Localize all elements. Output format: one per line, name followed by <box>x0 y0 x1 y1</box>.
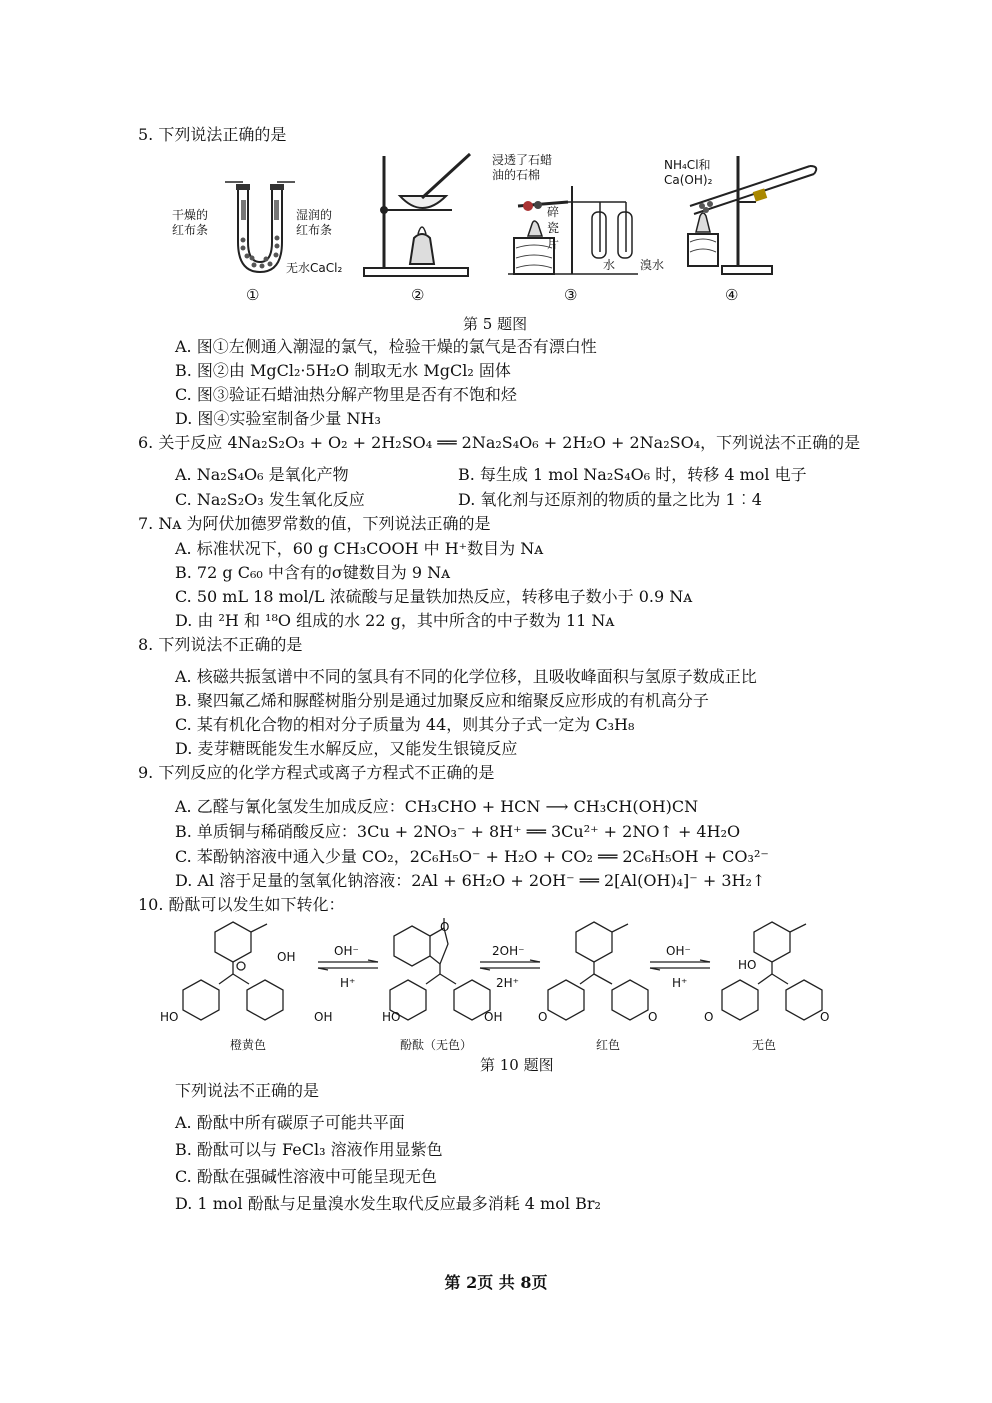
q7-option-a: A. 标准状况下，60 g CH₃COOH 中 H⁺数目为 Nᴀ <box>175 539 544 558</box>
arrow-3-bottom: H⁺ <box>672 976 688 990</box>
q7-option-c: C. 50 mL 18 mol/L 浓硫酸与足量铁加热反应，转移电子数小于 0.9 Nᴀ <box>175 587 693 606</box>
label-bromine: 溴水 <box>640 258 665 272</box>
name-colorless: 无色 <box>752 1038 777 1052</box>
q8-option-a: A. 核磁共振氢谱中不同的氢具有不同的化学位移，且吸收峰面积与氢原子数成正比 <box>175 667 757 686</box>
apparatus-evaporation <box>362 150 472 278</box>
q8-option-b: B. 聚四氟乙烯和脲醛树脂分别是通过加聚反应和缩聚反应形成的有机高分子 <box>175 691 709 710</box>
fig5-number-4: ④ <box>725 286 739 304</box>
equilibrium-arrow-3 <box>650 960 712 970</box>
q6-option-d: D. 氧化剂与还原剂的物质的量之比为 1︰4 <box>458 490 762 509</box>
arrow-3-top: OH⁻ <box>666 944 691 958</box>
structure-red <box>546 918 686 1028</box>
q9-option-d: D. Al 溶于足量的氢氧化钠溶液：2Al + 6H₂O + 2OH⁻ ══ 2[Al(OH)₄]⁻ + 3H₂↑ <box>175 871 766 890</box>
q8-stem: 8. 下列说法不正确的是 <box>138 635 303 654</box>
q6-stem: 6. 关于反应 4Na₂S₂O₃ + O₂ + 2H₂SO₄ ══ 2Na₂S₄O₆ + 2H₂O + 2Na₂SO₄，下列说法不正确的是 <box>138 433 861 452</box>
fig5-number-1: ① <box>246 286 260 304</box>
arrow-1-top: OH⁻ <box>334 944 359 958</box>
q5-option-c: C. 图③验证石蜡油热分解产物里是否有不饱和烃 <box>175 385 517 404</box>
group-o-phenoxide-3: O <box>820 1010 830 1024</box>
group-ho-1: HO <box>160 1010 179 1024</box>
q9-stem: 9. 下列反应的化学方程式或离子方程式不正确的是 <box>138 763 495 782</box>
q9-option-a: A. 乙醛与氰化氢发生加成反应：CH₃CHO + HCN ⟶ CH₃CH(OH)CN <box>175 797 699 816</box>
q7-stem: 7. Nᴀ 为阿伏加德罗常数的值，下列说法正确的是 <box>138 514 491 533</box>
q7-option-d: D. 由 ²H 和 ¹⁸O 组成的水 22 g，其中所含的中子数为 11 Nᴀ <box>175 611 615 630</box>
q5-stem: 5. 下列说法正确的是 <box>138 125 287 144</box>
label-dry-cloth <box>172 208 208 238</box>
group-ho-2: HO <box>382 1010 401 1024</box>
equilibrium-arrow-2 <box>480 960 542 970</box>
name-red: 红色 <box>596 1038 621 1052</box>
fig5-number-3: ③ <box>564 286 578 304</box>
q5-option-d: D. 图④实验室制备少量 NH₃ <box>175 409 381 428</box>
group-oh-1: OH <box>277 950 296 964</box>
q6-option-b: B. 每生成 1 mol Na₂S₄O₆ 时，转移 4 mol 电子 <box>458 465 807 484</box>
q6-option-c: C. Na₂S₂O₃ 发生氧化反应 <box>175 490 365 509</box>
equilibrium-arrow-1 <box>318 960 380 970</box>
group-ho-carbinol: HO <box>738 958 757 972</box>
q8-option-d: D. 麦芽糖既能发生水解反应，又能发生银镜反应 <box>175 739 518 758</box>
label-wet-text: 湿润的 红布条 <box>296 208 333 237</box>
label-water: 水 <box>603 258 616 272</box>
q9-option-c: C. 苯酚钠溶液中通入少量 CO₂，2C₆H₅O⁻ + H₂O + CO₂ ══ 2C₆H₅OH + CO₃²⁻ <box>175 847 769 866</box>
q10-option-c: C. 酚酞在强碱性溶液中可能呈现无色 <box>175 1167 437 1186</box>
label-porcelain <box>547 204 559 252</box>
page-footer: 第 2页 共 8页 <box>444 1273 548 1292</box>
arrow-1-bottom: H⁺ <box>340 976 356 990</box>
name-orange: 橙黄色 <box>230 1038 267 1052</box>
q9-option-b: B. 单质铜与稀硝酸反应：3Cu + 2NO₃⁻ + 8H⁺ ══ 3Cu²⁺ + 2NO↑ + 4H₂O <box>175 822 741 841</box>
label-paraffin-text: 浸透了石蜡 油的石棉 <box>492 153 553 182</box>
name-phenolphthalein: 酚酞（无色） <box>400 1038 473 1052</box>
q5-option-a: A. 图①左侧通入潮湿的氯气，检验干燥的氯气是否有漂白性 <box>175 337 597 356</box>
q8-option-c: C. 某有机化合物的相对分子质量为 44，则其分子式一定为 C₃H₈ <box>175 715 635 734</box>
q5-option-b: B. 图②由 MgCl₂·5H₂O 制取无水 MgCl₂ 固体 <box>175 361 511 380</box>
label-cacl2: 无水CaCl₂ <box>286 261 343 275</box>
q10-stem: 10. 酚酞可以发生如下转化： <box>138 895 345 914</box>
fig10-caption: 第 10 题图 <box>480 1056 554 1074</box>
group-o-phenoxide-1: O <box>648 1010 658 1024</box>
q10-option-d: D. 1 mol 酚酞与足量溴水发生取代反应最多消耗 4 mol Br₂ <box>175 1194 601 1213</box>
group-o-quinone: O <box>538 1010 548 1024</box>
group-o-carbonyl: O <box>440 920 450 934</box>
structure-orange <box>175 918 335 1028</box>
structure-colorless <box>714 918 854 1028</box>
q7-option-b: B. 72 g C₆₀ 中含有的σ键数目为 9 Nᴀ <box>175 563 451 582</box>
label-reagent <box>664 158 712 188</box>
q10-sub-stem: 下列说法不正确的是 <box>175 1081 320 1100</box>
q10-option-a: A. 酚酞中所有碳原子可能共平面 <box>175 1113 405 1132</box>
arrow-2-top: 2OH⁻ <box>492 944 525 958</box>
group-oh-2: OH <box>314 1010 333 1024</box>
fig5-caption: 第 5 题图 <box>463 315 528 333</box>
label-reagent-text: NH₄Cl和 Ca(OH)₂ <box>664 158 713 187</box>
label-paraffin <box>492 153 552 183</box>
q10-option-b: B. 酚酞可以与 FeCl₃ 溶液作用显紫色 <box>175 1140 443 1159</box>
label-porcelain-text: 碎 瓷 片 <box>547 205 560 251</box>
group-o-phenoxide-2: O <box>704 1010 714 1024</box>
label-wet-cloth <box>296 208 332 238</box>
fig5-number-2: ② <box>411 286 425 304</box>
arrow-2-bottom: 2H⁺ <box>496 976 519 990</box>
q6-option-a: A. Na₂S₄O₆ 是氧化产物 <box>175 465 349 484</box>
label-dry-text: 干燥的 红布条 <box>172 208 209 237</box>
group-oh-3: OH <box>484 1010 503 1024</box>
